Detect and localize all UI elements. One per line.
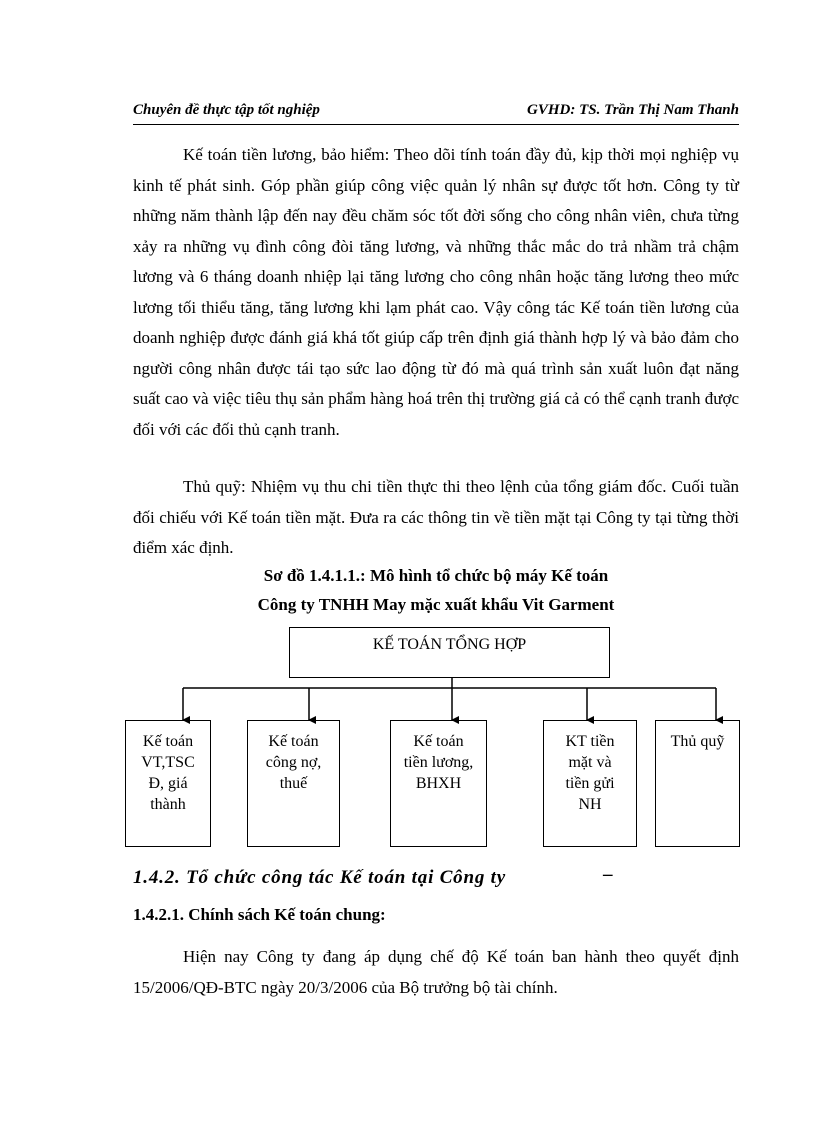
org-node-cash-bank: [543, 720, 637, 847]
org-node-label: Kế toán tiền lương, BHXH: [403, 733, 474, 792]
stray-dash: –: [603, 864, 613, 885]
paragraph-cashier-text: Thủ quỹ: Nhiệm vụ thu chi tiền thực thi theo lệnh của tổng giám đốc. Cuối tuần đối chiếu với Kế toán tiền mặt. Đưa ra các thông tin về tiền mặt tại Công ty tại từng thời điểm xác định.: [133, 477, 739, 557]
paragraph-payroll-text: Kế toán tiền lương, bảo hiểm: Theo dõi tính toán đầy đủ, kịp thời mọi nghiệp vụ kinh tế phát sinh. Góp phần giúp công việc quản lý nhân sự được tốt hơn. Công ty từ những năm thành lập đến nay đều chăm sóc tốt đời sống cho công nhân viên, chưa từng xảy ra những vụ đình công đòi tăng lương, và những thắc mắc do trả nhầm trả chậm lương và 6 tháng doanh nhiệp lại tăng lương cho công nhân hoặc tăng lương theo mức lương tối thiểu tăng, tăng lương khi lạm phát cao. Vậy công tác Kế toán tiền lương của doanh nghiệp được đánh giá khá tốt giúp cấp trên định giá thành hợp lý và bảo đảm cho người công nhân được tái tạo sức lao động từ đó mà quá trình sản xuất luôn đạt năng suất cao và việc tiêu thụ sản phẩm hàng hoá trên thị trường giá cả có thể cạnh tranh được đối với các đối thủ cạnh tranh.: [133, 145, 739, 439]
header-advisor: GVHD: TS. Trần Thị Nam Thanh: [527, 102, 739, 118]
diagram-title: Sơ đồ 1.4.1.1.: Mô hình tổ chức bộ máy Kế toán: [263, 566, 609, 585]
org-node-receivables-tax: [247, 720, 340, 847]
paragraph-policy-text: Hiện nay Công ty đang áp dụng chế độ Kế toán ban hành theo quyết định 15/2006/QĐ-BTC ngày 20/3/2006 của Bộ trưởng bộ tài chính.: [133, 947, 739, 997]
subsection-heading: 1.4.2.1. Chính sách Kế toán chung:: [133, 905, 386, 924]
org-node-payroll: [390, 720, 487, 847]
org-node-materials-assets: [125, 720, 211, 847]
org-node-label: Thủ quỹ: [670, 733, 725, 750]
section-heading: 1.4.2. Tổ chức công tác Kế toán tại Công ty: [133, 867, 506, 888]
paragraph-accounting-policy: [133, 942, 739, 1003]
org-node-cashier: [655, 720, 740, 847]
org-node-label: Kế toán VT,TSC Đ, giá thành: [141, 733, 195, 813]
header-title: Chuyên đề thực tập tốt nghiệp: [133, 102, 320, 118]
diagram-subtitle: Công ty TNHH May mặc xuất khẩu Vit Garment: [257, 595, 615, 614]
org-node-label: KT tiền mặt và tiền gửi NH: [565, 733, 615, 813]
chief-accountant-box: KẾ TOÁN TỔNG HỢP: [289, 627, 610, 678]
org-node-label: Kế toán công nợ, thuế: [265, 733, 322, 792]
